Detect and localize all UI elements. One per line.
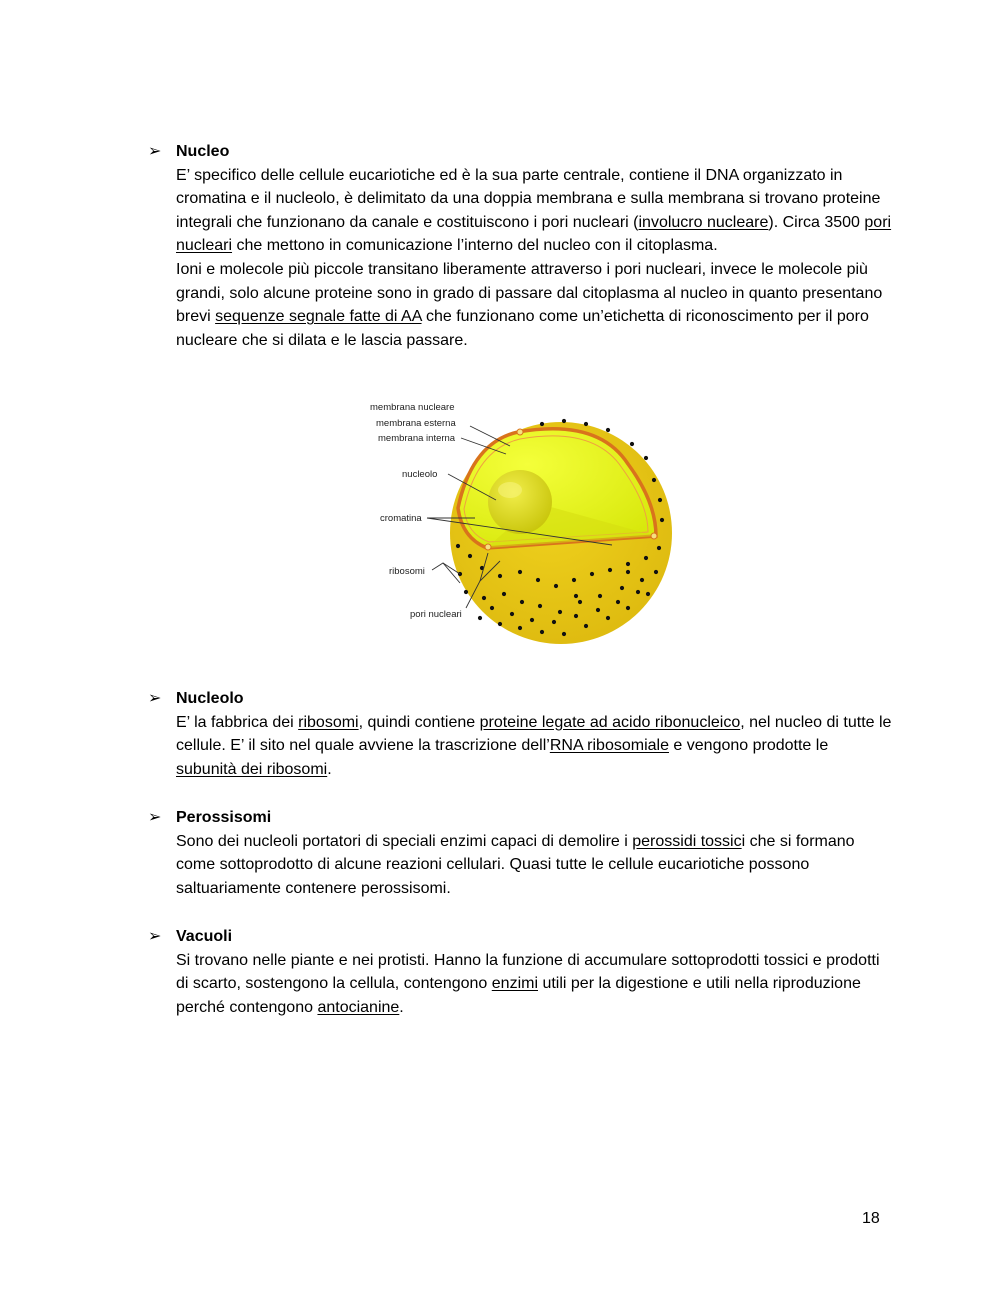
label-ribosomi: ribosomi [389, 566, 425, 577]
ribosome-dot [518, 570, 522, 574]
ribosome-dot [636, 590, 640, 594]
underlined-term: perossidi tossic [632, 832, 742, 850]
ribosome-dot [562, 632, 566, 636]
text-run: . [399, 998, 404, 1016]
ribosome-dot [654, 570, 658, 574]
ribosome-dot [574, 614, 578, 618]
ribosome-dot [584, 422, 588, 426]
ribosome-dot [502, 592, 506, 596]
ribosome-dot [540, 422, 544, 426]
underlined-term: subunità dei ribosomi [176, 760, 328, 778]
nuclear-pore [651, 533, 657, 539]
ribosome-dot [657, 546, 661, 550]
label-pori-nucleari: pori nucleari [410, 609, 462, 620]
section-heading: Vacuoli [176, 928, 233, 945]
paragraph [176, 830, 893, 901]
ribosome-dot [660, 518, 664, 522]
section-heading: Nucleo [176, 143, 230, 160]
underlined-term: involucro nucleare [638, 213, 769, 231]
text-run: Ioni e molecole più piccole transitano liberamente attraverso i pori nucleari, invece le molecole più grandi, solo alcune proteine sono in grado di passare dal citoplasma al nucleo in quanto presentano brevi [176, 260, 883, 326]
bullet-arrow-icon: ➢ [148, 928, 162, 945]
section-content [176, 140, 893, 352]
ribosome-dot [620, 586, 624, 590]
ribosome-dot [518, 626, 522, 630]
text-run: E’ specifico delle cellule eucariotiche ed è la sua parte centrale, contiene il DNA organizzato in cromatina e il nucleolo, è delimitato da una doppia membrana e sulla membrana si trovano proteine integrali che funzionano da canale e costituiscono i pori nucleari ( [176, 166, 881, 231]
section-content [176, 806, 893, 900]
text-run: ). Circa 3500 [768, 213, 865, 231]
text-run: , quindi contiene [358, 713, 480, 731]
ribosome-dot [510, 612, 514, 616]
ribosome-dot [490, 606, 494, 610]
text-run: . [327, 760, 332, 778]
underlined-term: enzimi [491, 975, 538, 993]
ribosome-dot [640, 578, 644, 582]
underlined-term: ribosomi [298, 713, 359, 731]
ribosome-dot [626, 570, 630, 574]
bullet-arrow-icon: ➢ [148, 690, 162, 707]
ribosome-dot [558, 610, 562, 614]
ribosome-dot [468, 554, 472, 558]
section-nucleo [148, 140, 893, 352]
ribosome-dot [574, 594, 578, 598]
ribosome-dot [644, 556, 648, 560]
section-heading: Perossisomi [176, 809, 272, 826]
ribosome-dot [464, 590, 468, 594]
label-nucleolo: nucleolo [402, 469, 438, 480]
ribosome-dot [630, 442, 634, 446]
label-membrana-interna: membrana interna [378, 433, 456, 444]
underlined-term: sequenze segnale fatte di AA [215, 308, 422, 326]
label-cromatina: cromatina [380, 513, 422, 524]
ribosome-dot [608, 568, 612, 572]
nucleolus-highlight [498, 482, 522, 498]
ribosome-dot [456, 544, 460, 548]
paragraph [176, 258, 893, 352]
ribosome-dot [520, 600, 524, 604]
ribosome-dot [584, 624, 588, 628]
ribosome-dot [652, 478, 656, 482]
ribosome-dot [572, 578, 576, 582]
bullet-arrow-icon: ➢ [148, 809, 162, 826]
label-membrana-nucleare: membrana nucleare [370, 402, 455, 413]
ribosome-dot [482, 596, 486, 600]
ribosome-dot [646, 592, 650, 596]
ribosome-dot [616, 600, 620, 604]
text-run: e vengono prodotte le [668, 737, 829, 755]
underlined-term: RNA ribosomiale [549, 737, 669, 755]
page-number: 18 [862, 1210, 880, 1227]
paragraph [176, 711, 893, 782]
paragraph [176, 164, 893, 258]
ribosome-dot [538, 604, 542, 608]
ribosome-dot [606, 428, 610, 432]
ribosome-dot [626, 562, 630, 566]
nucleolus [488, 470, 552, 534]
section-content [176, 925, 893, 1019]
ribosome-dot [530, 618, 534, 622]
bullet-arrow-icon: ➢ [148, 143, 162, 160]
ribosome-dot [536, 578, 540, 582]
text-run: Si trovano nelle piante e nei protisti. Hanno la funzione di accumulare sottoprodotti tossici e prodotti di scarto, sostengono la cellula, contengono [176, 951, 880, 993]
underlined-term: pori nucleari [176, 213, 892, 255]
section-content [176, 687, 893, 781]
ribosome-dot [658, 498, 662, 502]
section-nucleolo [148, 687, 893, 781]
text-run: Sono dei nucleoli portatori di speciali enzimi capaci di demolire i [176, 832, 633, 850]
text-run: i che si formano come sottoprodotto di alcune reazioni cellulari. Quasi tutte le cellule eucariotiche possono saltuariamente contenere perossisomi. [176, 832, 855, 897]
ribosome-dot [478, 616, 482, 620]
paragraph [176, 949, 893, 1020]
label-membrana-esterna: membrana esterna [376, 418, 456, 429]
ribosome-dot [606, 616, 610, 620]
ribosome-dot [498, 574, 502, 578]
ribosome-dot [596, 608, 600, 612]
section-heading: Nucleolo [176, 690, 244, 707]
ribosome-dot [590, 572, 594, 576]
section-vacuoli [148, 925, 893, 1019]
nucleus-diagram-svg [360, 396, 680, 648]
ribosome-dot [598, 594, 602, 598]
ribosome-dot [644, 456, 648, 460]
ribosome-dot [552, 620, 556, 624]
nucleus-diagram [360, 396, 680, 648]
section-perossisomi [148, 806, 893, 900]
ribosome-dot [498, 622, 502, 626]
nuclear-pore [517, 429, 523, 435]
text-run: E’ la fabbrica dei [176, 713, 299, 731]
ribosome-dot [554, 584, 558, 588]
text-run: utili per la digestione e utili nella riproduzione perché contengono [176, 975, 861, 1016]
underlined-term: antocianine [317, 998, 400, 1016]
ribosome-dot [562, 419, 566, 423]
text-run: che funzionano come un’etichetta di riconoscimento per il poro nucleare che si dilata e le lascia passare. [176, 308, 869, 349]
ribosome-dot [626, 606, 630, 610]
ribosome-dot [578, 600, 582, 604]
nuclear-pore [485, 544, 491, 550]
text-run: che mettono in comunicazione l’interno del nucleo con il citoplasma. [232, 237, 718, 255]
text-run: , nel nucleo di tutte le cellule. E’ il sito nel quale avviene la trascrizione dell’ [176, 713, 892, 755]
underlined-term: proteine legate ad acido ribonucleico [479, 713, 741, 731]
ribosome-dot [540, 630, 544, 634]
